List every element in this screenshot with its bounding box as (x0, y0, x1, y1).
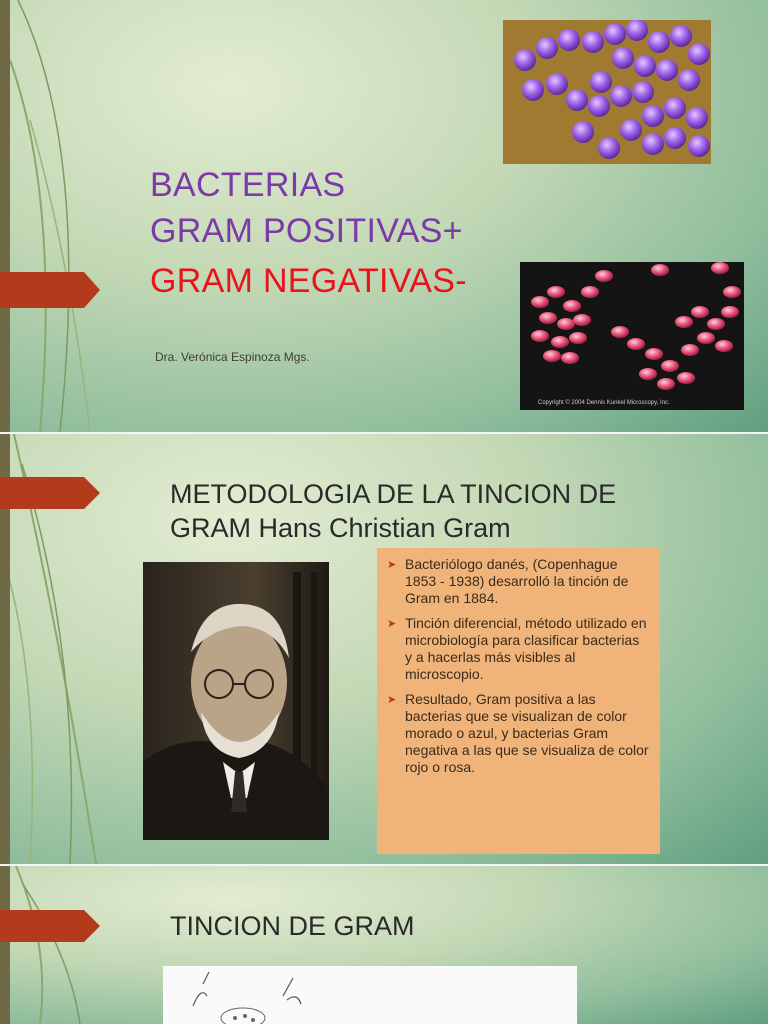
gram-positive-micrograph (503, 20, 711, 164)
bullet-item: ➤ Bacteriólogo danés, (Copenhague 1853 - 1938) desarrolló la tinción de Gram en 1884. (387, 556, 629, 606)
micrograph-copyright: Copyright © 2004 Dennis Kunkel Microscopy, Inc. (538, 400, 670, 406)
vine-decoration (0, 0, 120, 432)
staining-procedure-drawing (163, 966, 577, 1024)
slide-3 (0, 866, 768, 1024)
bullet-item: ➤ Resultado, Gram positiva a las bacterias que se visualizan de color morado o azul, y bacterias Gram negativa a las que se visualiza de color rojo o rosa. (387, 691, 649, 775)
arrow-bullet-icon: ➤ (387, 694, 397, 706)
hans-christian-gram-portrait (143, 562, 329, 840)
left-bar (0, 0, 10, 432)
title-line-1: BACTERIAS (150, 166, 346, 204)
gram-negative-micrograph (520, 262, 744, 410)
bullet-item: ➤ Tinción diferencial, método utilizado en microbiología para clasificar bacterias y a hacerlas más visibles al microscopio. (387, 615, 647, 682)
arrow-marker (0, 477, 100, 509)
slide-2 (0, 434, 768, 864)
author-name: Dra. Verónica Espinoza Mgs. (155, 350, 310, 364)
slide2-title-line-1: METODOLOGIA DE LA TINCION DE (170, 479, 617, 509)
arrow-marker (0, 272, 100, 308)
title-line-3: GRAM NEGATIVAS- (150, 262, 467, 300)
staining-diagram (163, 966, 577, 1024)
bullet-list (387, 556, 650, 776)
slide-1 (0, 0, 768, 432)
arrow-marker (0, 910, 100, 942)
left-bar (0, 866, 10, 1024)
vine-decoration (0, 866, 120, 1024)
slide3-title: TINCION DE GRAM (170, 911, 415, 941)
arrow-bullet-icon: ➤ (387, 559, 397, 571)
slide2-title-line-2: GRAM Hans Christian Gram (170, 513, 511, 543)
title-line-2: GRAM POSITIVAS+ (150, 212, 463, 250)
arrow-bullet-icon: ➤ (387, 618, 397, 630)
bullet-box (377, 548, 660, 854)
